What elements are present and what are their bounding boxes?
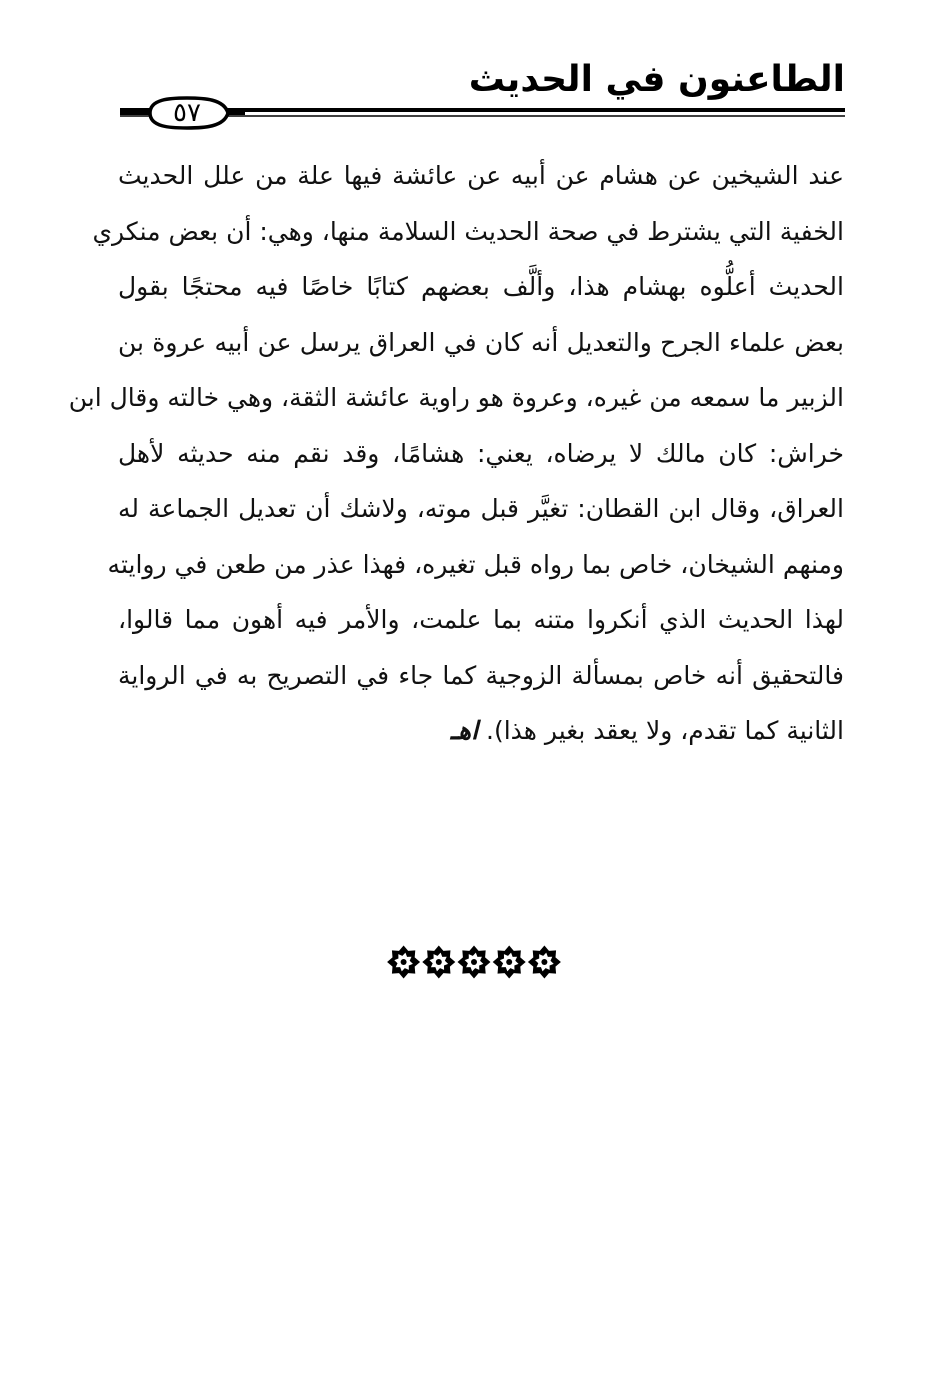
end-mark: اهـ — [450, 716, 479, 745]
star-ornament-icon — [386, 944, 562, 980]
body-line-3: الحديث أعلُّوه بهشام هذا، وألَّف بعضهم كتابًا خاصًا فيه محتجًا بقول — [118, 272, 844, 301]
body-line-2: الخفية التي يشترط في صحة الحديث السلامة منها، وهي: أن بعض منكري — [92, 216, 844, 246]
star-ornament-unit — [422, 946, 455, 979]
star-ornament-unit — [528, 946, 561, 979]
body-line-7: العراق، وقال ابن القطان: تغيَّر قبل موته، ولاشك أن تعديل الجماعة له — [118, 494, 844, 523]
body-line-11 — [118, 703, 844, 759]
body-line-8: ومنهم الشيخان، خاص بما رواه قبل تغيره، فهذا عذر من طعن في روايته — [107, 549, 844, 579]
star-ornament-unit — [387, 946, 420, 979]
running-title: الطاعنون في الحديث — [468, 59, 845, 100]
body-line-5: الزبير ما سمعه من غيره، وعروة هو راوية عائشة الثقة، وهي خالته وقال ابن — [68, 383, 844, 412]
star-ornament-unit — [458, 946, 491, 979]
body-line-4: بعض علماء الجرح والتعديل أنه كان في العراق يرسل عن أبيه عروة بن — [118, 327, 844, 357]
header-rule — [0, 96, 939, 136]
body-line-9: لهذا الحديث الذي أنكروا متنه بما علمت، والأمر فيه أهون مما قالوا، — [118, 605, 844, 634]
page-number: ٥٧ — [173, 98, 201, 128]
star-ornament-unit — [493, 946, 526, 979]
body-line-1: عند الشيخين عن هشام عن أبيه عن عائشة فيها علة من علل الحديث — [118, 161, 844, 190]
body-line-10: فالتحقيق أنه خاص بمسألة الزوجية كما جاء في التصريح به في الرواية — [118, 660, 844, 690]
body-line-11-text: الثانية كما تقدم، ولا يعقد بغير هذا). — [486, 716, 844, 745]
body-text — [68, 148, 844, 759]
body-line-6: خراش: كان مالك لا يرضاه، يعني: هشامًا، وقد نقم منه حديثه لأهل — [118, 438, 844, 468]
